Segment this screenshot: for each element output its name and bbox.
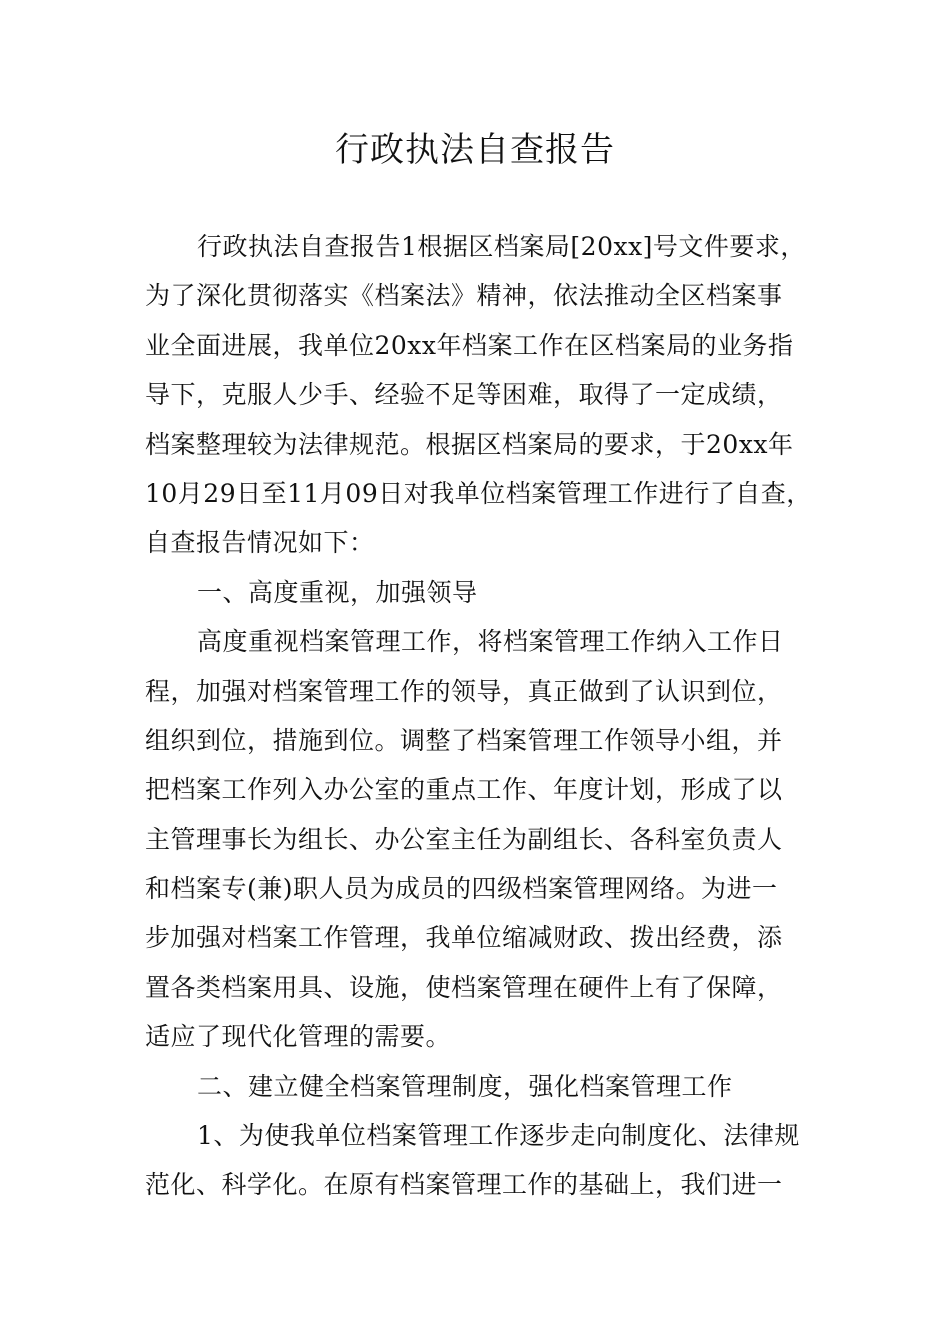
text-line: 程，加强对档案管理工作的领导，真正做到了认识到位， (145, 676, 783, 706)
text-line: 档案整理较为法律规范。根据区档案局的要求，于20xx年 (145, 429, 794, 459)
text-line: 步加强对档案工作管理，我单位缩减财政、拨出经费，添 (145, 923, 783, 953)
text-line: 1、为使我单位档案管理工作逐步走向制度化、法律规 (197, 1121, 800, 1151)
document-body (145, 222, 810, 1210)
text-line: 二、建立健全档案管理制度，强化档案管理工作 (197, 1071, 733, 1101)
text-line: 组织到位，措施到位。调整了档案管理工作领导小组，并 (145, 725, 783, 755)
text-line: 把档案工作列入办公室的重点工作、年度计划，形成了以 (145, 775, 783, 805)
text-line: 高度重视档案管理工作，将档案管理工作纳入工作日 (197, 627, 784, 657)
text-line: 行政执法自查报告1根据区档案局[20xx]号文件要求， (197, 232, 806, 261)
text-line: 导下，克服人少手、经验不足等困难，取得了一定成绩， (145, 380, 783, 410)
text-line: 10月29日至11月09日对我单位档案管理工作进行了自查， (145, 478, 812, 508)
text-line: 适应了现代化管理的需要。 (145, 1022, 452, 1052)
text-line: 业全面进展，我单位20xx年档案工作在区档案局的业务指 (145, 330, 794, 360)
text-line: 主管理事长为组长、办公室主任为副组长、各科室负责人 (145, 824, 783, 854)
text-line: 置各类档案用具、设施，使档案管理在硬件上有了保障， (145, 972, 783, 1002)
document-title: 行政执法自查报告 (335, 130, 615, 170)
text-line: 一、高度重视，加强领导 (197, 577, 478, 607)
text-line: 自查报告情况如下： (145, 528, 375, 558)
text-line: 范化、科学化。在原有档案管理工作的基础上，我们进一 (145, 1170, 783, 1200)
text-line: 和档案专(兼)职人员为成员的四级档案管理网络。为进一 (145, 874, 778, 904)
text-line: 为了深化贯彻落实《档案法》精神，依法推动全区档案事 (145, 281, 783, 311)
